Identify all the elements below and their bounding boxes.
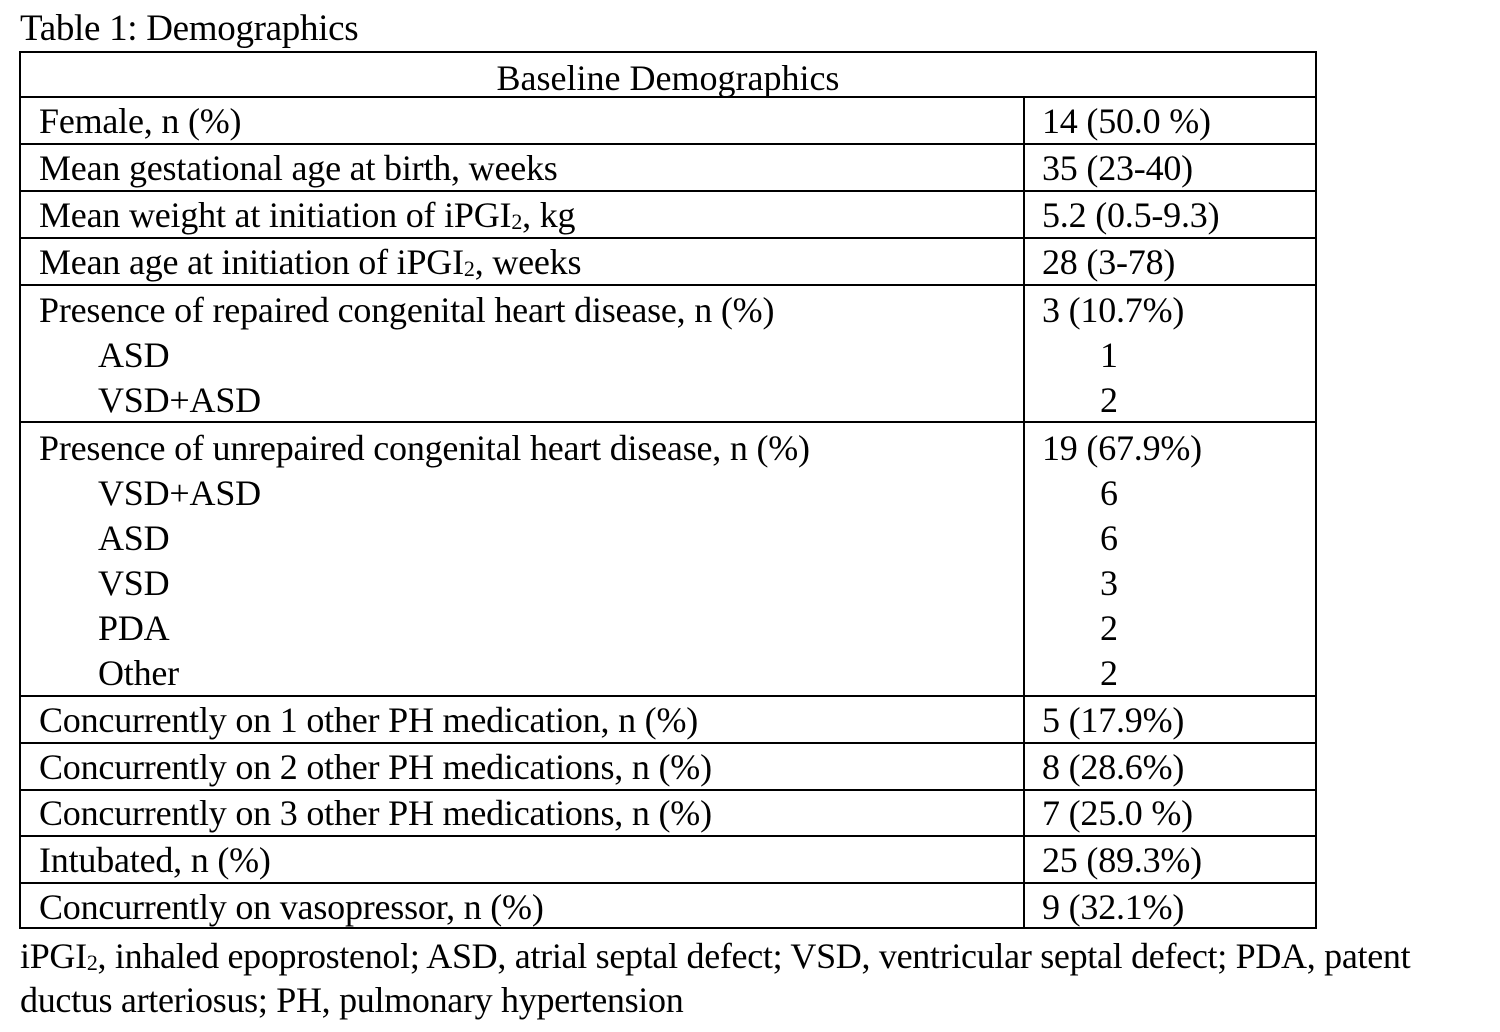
subrow-label: ASD: [98, 518, 170, 558]
row-value: 35 (23-40): [1042, 148, 1193, 188]
table-footnote: iPGI$_2$, inhaled epoprostenol; ASD, atrial septal defect; VSD, ventricular septal defect; PDA, patent ductus arteriosus; PH, pulmonary hypertension: [20, 936, 1411, 1020]
row-value: 28 (3-78): [1042, 242, 1176, 282]
table-row: [21, 98, 1315, 145]
table-row: [21, 884, 1315, 929]
subrow-value: 3: [1100, 563, 1118, 603]
row-value: 9 (32.1%): [1042, 887, 1185, 927]
subrow-value: 2: [1100, 608, 1118, 648]
row-label: Mean age at initiation of iPGI$_2$, weeks: [39, 242, 582, 282]
subrow-value: 2: [1100, 653, 1118, 693]
row-label: Female, n (%): [39, 101, 242, 141]
subrow-value: 1: [1100, 335, 1118, 375]
subrow-label: Other: [98, 653, 179, 693]
row-label: Intubated, n (%): [39, 840, 271, 880]
subrow-label: ASD: [98, 335, 170, 375]
table-row-group: [21, 423, 1315, 697]
table-header: Baseline Demographics: [21, 53, 1315, 98]
subrow-label: PDA: [98, 608, 170, 648]
table-row: [21, 837, 1315, 884]
row-value: 14 (50.0 %): [1042, 101, 1211, 141]
row-value: 5 (17.9%): [1042, 700, 1185, 740]
table-row: [21, 791, 1315, 837]
row-label: Concurrently on 3 other PH medications, n (%): [39, 793, 712, 833]
table-row: [21, 192, 1315, 239]
row-label: Mean weight at initiation of iPGI$_2$, kg: [39, 195, 576, 235]
row-value: 5.2 (0.5-9.3): [1042, 195, 1220, 235]
column-divider: [1023, 98, 1025, 927]
row-label: Presence of unrepaired congenital heart disease, n (%): [39, 428, 810, 468]
table-caption: Table 1: Demographics: [20, 8, 359, 49]
row-value: 7 (25.0 %): [1042, 793, 1193, 833]
table-row: [21, 744, 1315, 791]
subrow-label: VSD: [98, 563, 170, 603]
subrow-value: 2: [1100, 380, 1118, 420]
row-label: Concurrently on vasopressor, n (%): [39, 887, 544, 927]
subrow-label: VSD+ASD: [98, 380, 261, 420]
row-label: Concurrently on 2 other PH medications, n (%): [39, 747, 712, 787]
subrow-label: VSD+ASD: [98, 473, 261, 513]
table-row: [21, 145, 1315, 192]
row-label: Mean gestational age at birth, weeks: [39, 148, 558, 188]
subrow-value: 6: [1100, 518, 1118, 558]
demographics-table: [19, 51, 1317, 929]
row-value: 19 (67.9%): [1042, 428, 1202, 468]
subrow-value: 6: [1100, 473, 1118, 513]
table-row: [21, 697, 1315, 744]
row-value: 8 (28.6%): [1042, 747, 1185, 787]
table-row: [21, 239, 1315, 286]
row-label: Concurrently on 1 other PH medication, n (%): [39, 700, 699, 740]
table-row-group: [21, 286, 1315, 423]
row-value: 25 (89.3%): [1042, 840, 1202, 880]
row-value: 3 (10.7%): [1042, 290, 1185, 330]
row-label: Presence of repaired congenital heart disease, n (%): [39, 290, 775, 330]
